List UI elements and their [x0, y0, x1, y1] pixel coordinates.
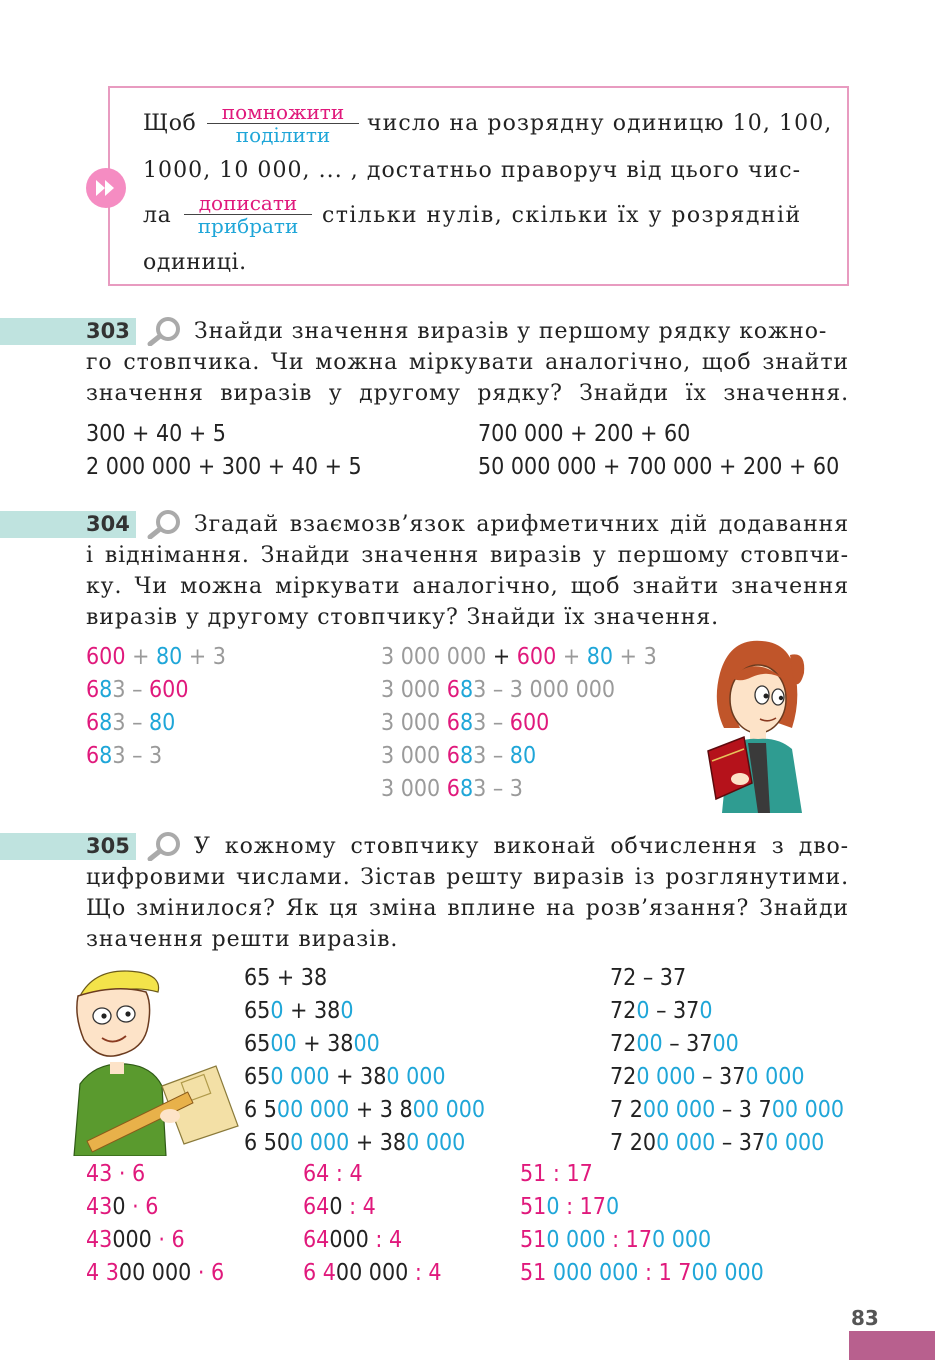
task-text-line: ку. Чи можна міркувати аналогічно, щоб знайти значення	[86, 574, 849, 599]
fraction-multiply-divide	[207, 101, 359, 146]
expression	[244, 1030, 380, 1058]
expression-part: – 37	[649, 998, 700, 1024]
expression-part: 64	[303, 1194, 330, 1220]
expression-part: +	[125, 644, 156, 670]
expression-part: : 4	[342, 1194, 376, 1220]
task-text-line: і віднімання. Знайди значення виразів у першому стовпчи-	[86, 543, 849, 568]
expression: 700 000 + 200 + 60	[478, 421, 691, 447]
expression	[381, 742, 536, 770]
expression	[610, 964, 686, 992]
expression-part: 8	[99, 710, 113, 736]
task-number: 304	[86, 512, 130, 536]
expression	[381, 709, 549, 737]
expression	[303, 1160, 363, 1188]
expression	[520, 1193, 619, 1221]
expression	[520, 1226, 711, 1254]
expression-part: 00	[636, 1031, 663, 1057]
expression-part: – 37	[695, 1064, 746, 1090]
expression-part: 3	[473, 776, 487, 802]
expression-part: 43	[86, 1227, 113, 1253]
expression-part: 600	[86, 644, 126, 670]
expression-part: 72	[610, 1031, 637, 1057]
expression	[610, 1129, 824, 1157]
task-text-line: значення решти виразів.	[86, 927, 399, 952]
expression-part: 6	[446, 743, 460, 769]
expression-part: 65	[244, 1064, 271, 1090]
expression-part: +	[486, 644, 517, 670]
expression: 2 000 000 + 300 + 40 + 5	[86, 454, 362, 480]
expression-part: 3	[473, 743, 487, 769]
expression-part: 80	[149, 710, 176, 736]
magnifier-icon	[146, 831, 182, 861]
task-text-line: го стовпчика. Чи можна міркувати аналогічно, щоб знайти	[86, 350, 849, 375]
expression-part: 00 000	[412, 1097, 486, 1123]
expression-part: 4 3	[86, 1260, 119, 1286]
expression-part: 8	[459, 710, 474, 736]
expression	[381, 676, 615, 704]
expression-part: 6 50	[244, 1130, 291, 1156]
expression-part: 8	[99, 743, 113, 769]
page-number: 83	[851, 1306, 879, 1330]
expression-part: 0 000	[290, 1130, 350, 1156]
expression-part: 6	[446, 710, 460, 736]
expression	[303, 1226, 402, 1254]
expression-part: 0	[605, 1194, 620, 1220]
expression-part: 3 000	[381, 743, 447, 769]
expression	[86, 1259, 224, 1287]
rule-line3-end: стільки нулів, скільки їх у розрядній	[322, 203, 802, 228]
expression-part: 6	[86, 677, 100, 703]
expression-part: 80	[586, 644, 614, 670]
expression-part: – 3 7	[715, 1097, 772, 1123]
expression-part: : 17	[559, 1194, 606, 1220]
expression-part: – 37	[662, 1031, 713, 1057]
expression: 50 000 000 + 700 000 + 200 + 60	[478, 454, 840, 480]
expression-part: 0	[546, 1194, 560, 1220]
expression-part: 43	[86, 1194, 113, 1220]
page-number-bar	[849, 1331, 935, 1360]
expression-part: 51	[520, 1194, 547, 1220]
rule-line4: одиниці.	[143, 250, 247, 275]
expression-part: 3	[112, 677, 126, 703]
expression	[86, 1160, 145, 1188]
expression	[244, 997, 353, 1025]
task-number: 303	[86, 319, 130, 343]
expression-part: 3 000	[381, 677, 447, 703]
expression-part: 0	[112, 1194, 126, 1220]
expression-part: 3	[112, 710, 126, 736]
expression-part: + 38	[283, 998, 341, 1024]
expression	[610, 1030, 739, 1058]
expression-part: 64 : 4	[303, 1161, 363, 1187]
fraction-bottom: поділити	[235, 123, 331, 147]
expression-part: 0	[340, 998, 354, 1024]
fraction-append-remove	[184, 192, 312, 237]
expression-part: 3	[473, 677, 487, 703]
expression	[303, 1193, 376, 1221]
expression-part: –	[125, 677, 149, 703]
expression-part: 6	[446, 776, 460, 802]
expression-part: 0	[636, 998, 650, 1024]
expression: 300 + 40 + 5	[86, 421, 226, 447]
expression-part: –	[486, 710, 510, 736]
task-text-line: цифровими числами. Зістав решту виразів із розглянутими.	[86, 865, 849, 890]
expression	[610, 1096, 844, 1124]
expression-part: –	[125, 743, 149, 769]
rule-line3-start: ла	[143, 203, 172, 228]
expression	[244, 1129, 465, 1157]
rule-line2: 1000, 10 000, ... , достатньо праворуч від цього чис-	[143, 158, 802, 183]
expression	[610, 1063, 805, 1091]
expression-part: 51	[520, 1260, 553, 1286]
expression-part: 72	[610, 998, 637, 1024]
expression	[520, 1160, 593, 1188]
expression-part: 6	[446, 677, 460, 703]
expression	[520, 1259, 764, 1287]
expression-part: 0	[699, 998, 713, 1024]
expression-part: 000	[329, 1227, 369, 1253]
task-text-line: виразів у другому стовпчику? Знайди їх значення.	[86, 605, 719, 630]
task-text-line: Знайди значення виразів у першому рядку кожно-	[194, 319, 828, 344]
expression-part: –	[486, 743, 510, 769]
task-text-line: У кожному стовпчику виконай обчислення з дво-	[194, 834, 849, 859]
expression-part: 65	[244, 1031, 271, 1057]
expression-part: 0 000	[656, 1130, 716, 1156]
expression-part: 000 000	[552, 1260, 639, 1286]
expression-part: 00 000	[118, 1260, 192, 1286]
expression-part: 600	[516, 644, 557, 670]
fraction-top: дописати	[184, 192, 312, 215]
fraction-bottom: прибрати	[197, 214, 299, 238]
expression-part: · 6	[125, 1194, 159, 1220]
fast-forward-icon	[86, 168, 126, 208]
expression-part: 0	[270, 998, 284, 1024]
expression-part: 0	[329, 1194, 343, 1220]
expression	[303, 1259, 442, 1287]
expression-part: +	[613, 644, 644, 670]
expression	[86, 1193, 158, 1221]
expression	[86, 643, 226, 671]
expression-part: – 37	[715, 1130, 766, 1156]
expression	[86, 709, 175, 737]
fraction-top: помножити	[207, 101, 359, 124]
expression-part: 00 000	[642, 1097, 716, 1123]
expression-part: 0 000	[636, 1064, 696, 1090]
expression-part: · 6	[191, 1260, 225, 1286]
expression-part: +	[182, 644, 213, 670]
task-text-line: значення виразів у другому рядку? Знайди їх значення.	[86, 381, 849, 406]
expression	[86, 1226, 185, 1254]
expression-part: 3	[509, 776, 523, 802]
expression-part: 51	[520, 1227, 547, 1253]
expression	[381, 643, 657, 671]
expression-part: 72 – 37	[610, 965, 687, 991]
expression	[244, 1063, 446, 1091]
expression-part: 6	[86, 710, 100, 736]
expression-part: 6 5	[244, 1097, 277, 1123]
expression-part: 6	[86, 743, 100, 769]
expression-part: 0 000	[386, 1064, 446, 1090]
expression-part: 600	[149, 677, 189, 703]
expression-part: 000	[112, 1227, 152, 1253]
task-text-line: Що змінилося? Як ця зміна вплине на розв’язання? Знайди	[86, 896, 849, 921]
expression-part: 8	[459, 677, 474, 703]
expression-part: 0 000	[652, 1227, 712, 1253]
expression-part: 51 : 17	[520, 1161, 593, 1187]
expression-part: 80	[155, 644, 183, 670]
expression-part: 7 20	[610, 1130, 657, 1156]
expression	[86, 676, 189, 704]
expression-part: · 6	[151, 1227, 185, 1253]
expression-part: 65 + 38	[244, 965, 328, 991]
expression-part: 00	[712, 1031, 739, 1057]
expression-part: : 4	[408, 1260, 442, 1286]
expression-part: : 1 7	[638, 1260, 692, 1286]
expression-part: + 38	[329, 1064, 387, 1090]
expression-part: 64	[303, 1227, 330, 1253]
expression-part: 0 000	[546, 1227, 606, 1253]
expression	[381, 775, 523, 803]
expression-part: –	[486, 776, 510, 802]
expression	[244, 1096, 485, 1124]
expression-part: 3 000 000	[381, 644, 487, 670]
rule-line1-start: Щоб	[143, 111, 197, 136]
expression-part: 00	[353, 1031, 380, 1057]
expression-part: 0 000	[745, 1064, 805, 1090]
expression-part: 3	[212, 644, 226, 670]
expression-part: 8	[459, 776, 474, 802]
expression-part: –	[125, 710, 149, 736]
expression-part: : 17	[605, 1227, 652, 1253]
expression-part: 3	[473, 710, 487, 736]
task-text-line: Згадай взаємозв’язок арифметичних дій додавання	[194, 512, 849, 537]
magnifier-icon	[146, 316, 182, 346]
expression-part: 00	[270, 1031, 297, 1057]
expression-part: 00 000	[276, 1097, 350, 1123]
rule-line1-end: число на розрядну одиницю 10, 100,	[367, 111, 833, 136]
task-number: 305	[86, 834, 130, 858]
expression-part: 3	[643, 644, 657, 670]
expression-part: : 4	[368, 1227, 403, 1253]
expression-part: 7 2	[610, 1097, 643, 1123]
expression-part: 0 000	[406, 1130, 466, 1156]
expression	[244, 964, 327, 992]
boy-with-ruler-illustration	[66, 966, 242, 1156]
expression-part: 3 000	[381, 710, 447, 736]
expression-part: 3	[149, 743, 163, 769]
expression-part: 00 000	[335, 1260, 409, 1286]
expression-part: + 38	[296, 1031, 354, 1057]
expression-part: 8	[99, 677, 113, 703]
expression-part: +	[556, 644, 587, 670]
expression-part: + 38	[349, 1130, 407, 1156]
expression-part: 8	[459, 743, 474, 769]
expression-part: + 3 8	[349, 1097, 413, 1123]
expression-part: 65	[244, 998, 271, 1024]
expression-part: 0 000	[765, 1130, 825, 1156]
expression-part: 43 · 6	[86, 1161, 146, 1187]
expression-part: 00 000	[691, 1260, 764, 1286]
expression-part: 6 4	[303, 1260, 336, 1286]
expression-part: 0 000	[270, 1064, 330, 1090]
girl-reading-illustration	[700, 633, 812, 813]
expression	[610, 997, 712, 1025]
expression-part: 00 000	[771, 1097, 845, 1123]
expression-part: 72	[610, 1064, 637, 1090]
expression-part: 80	[509, 743, 537, 769]
expression-part: – 3 000 000	[486, 677, 616, 703]
expression	[86, 742, 162, 770]
expression-part: 3	[112, 743, 126, 769]
magnifier-icon	[146, 509, 182, 539]
expression-part: 3 000	[381, 776, 447, 802]
expression-part: 600	[509, 710, 550, 736]
